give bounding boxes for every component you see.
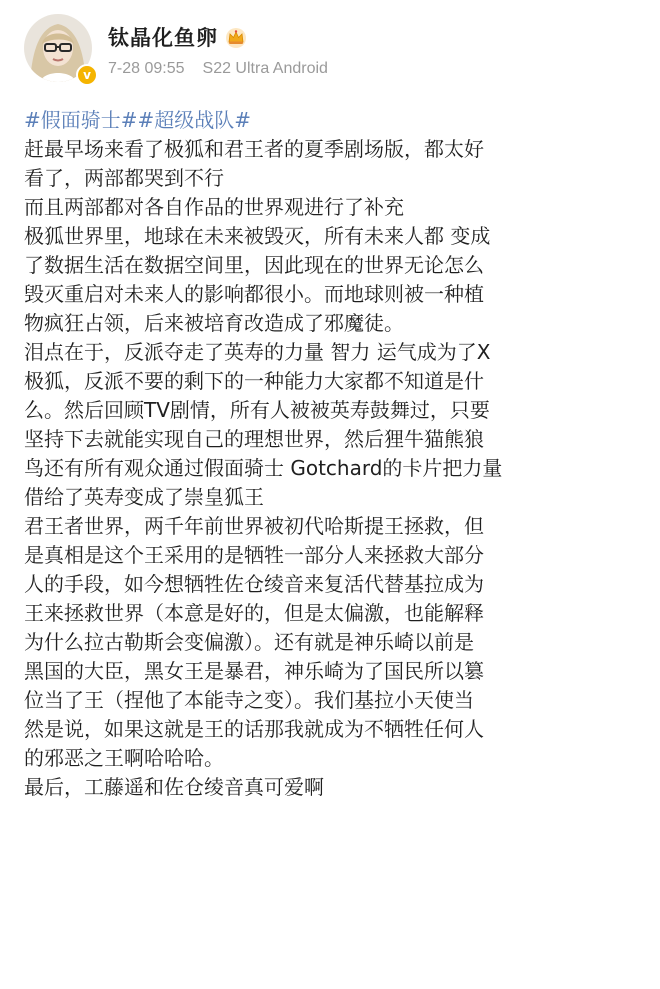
post-meta: [108, 60, 328, 78]
hashtag-line: [24, 106, 638, 135]
body-line: 鸟还有所有观众通过假面骑士 Gotchard的卡片把力量: [24, 456, 503, 480]
body-line: 泪点在于，反派夺走了英寿的力量 智力 运气成为了X: [24, 340, 491, 364]
body-line: 然是说，如果这就是王的话那我就成为不牺牲任何人: [24, 717, 484, 741]
post-time: 7-28 09:55: [108, 60, 185, 77]
body-line: 么。然后回顾TV剧情，所有人被被英寿鼓舞过，只要: [24, 398, 490, 422]
vip-badge-icon: [76, 64, 98, 86]
body-line: 的邪恶之王啊哈哈哈。: [24, 746, 224, 770]
body-line: 而且两部都对各自作品的世界观进行了补充: [24, 195, 404, 219]
body-line: 赶最早场来看了极狐和君王者的夏季剧场版，都太好: [24, 137, 484, 161]
hashtag-super-sentai[interactable]: #超级战队#: [137, 108, 252, 132]
crown-icon[interactable]: [224, 25, 248, 49]
body-line: 人的手段，如今想牺牲佐仓绫音来复活代替基拉成为: [24, 572, 484, 596]
body-line: 君王者世界，两千年前世界被初代哈斯提王拯救，但: [24, 514, 484, 538]
post-device: S22 Ultra Android: [202, 60, 328, 77]
vip-badge-symbol: v: [83, 68, 91, 82]
username-row: [108, 22, 248, 52]
body-line: 毁灭重启对未来人的影响都很小。而地球则被一种植: [24, 282, 484, 306]
body-line: 为什么拉古勒斯会变偏激）。还有就是神乐崎以前是: [24, 630, 474, 654]
body-line: 坚持下去就能实现自己的理想世界，然后狸牛猫熊狼: [24, 427, 484, 451]
post-header: [20, 14, 640, 90]
body-line: 看了，两部都哭到不行: [24, 166, 224, 190]
body-line: 极狐，反派不要的剩下的一种能力大家都不知道是什: [24, 369, 484, 393]
post-content: [24, 106, 638, 802]
hashtag-kamen-rider[interactable]: #假面骑士#: [24, 108, 138, 132]
body-line: 极狐世界里，地球在未来被毁灭，所有未来人都 变成: [24, 224, 491, 248]
body-line: 王来拯救世界（本意是好的，但是太偏激，也能解释: [24, 601, 484, 625]
body-line: 黑国的大臣，黑女王是暴君，神乐崎为了国民所以篡: [24, 659, 484, 683]
body-line: 物疯狂占领，后来被培育改造成了邪魔徒。: [24, 311, 404, 335]
body-line: 了数据生活在数据空间里，因此现在的世界无论怎么: [24, 253, 484, 277]
body-line: 最后，工藤遥和佐仓绫音真可爱啊: [24, 775, 324, 799]
body-line: 是真相是这个王采用的是牺牲一部分人来拯救大部分: [24, 543, 484, 567]
username[interactable]: 钛晶化鱼卵: [108, 26, 218, 50]
body-line: 借给了英寿变成了崇皇狐王: [24, 485, 264, 509]
body-line: 位当了王（捏他了本能寺之变）。我们基拉小天使当: [24, 688, 474, 712]
